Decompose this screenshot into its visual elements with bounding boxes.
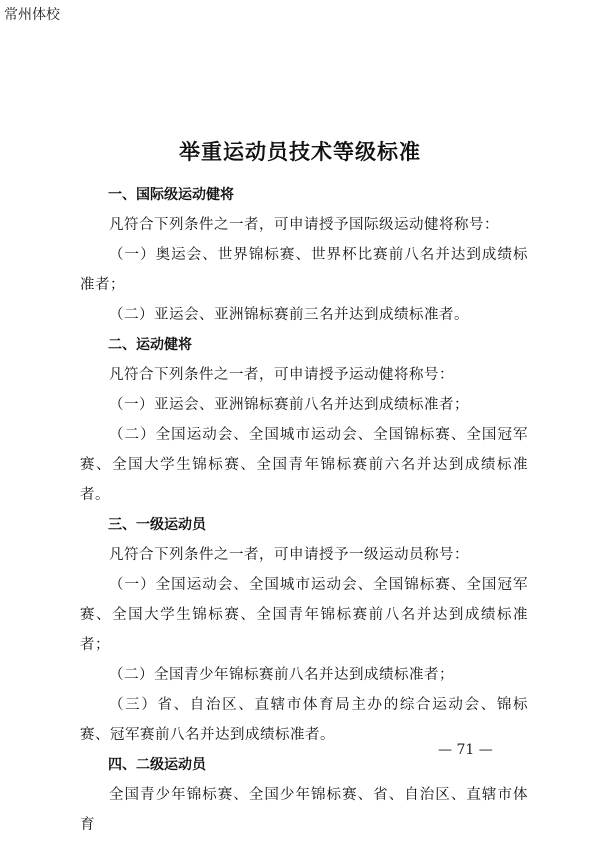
section-heading: 一、国际级运动健将 (108, 187, 234, 203)
page-number: — 71 — (438, 742, 493, 758)
paragraph: 凡符合下列条件之一者，可申请授予一级运动员称号： (109, 547, 469, 563)
paragraph: （二）全国青少年锦标赛前八名并达到成绩标准者； (109, 667, 454, 683)
section-first-grade (80, 510, 528, 750)
paragraph: （一）全国运动会、全国城市运动会、全国锦标赛、全国冠军赛、全国大学生锦标赛、全国青年锦标赛前八名并达到成绩标准者； (80, 577, 528, 653)
paragraph: 凡符合下列条件之一者，可申请授予国际级运动健将称号： (109, 217, 499, 233)
section-second-grade (80, 750, 528, 840)
document-body (80, 180, 528, 840)
section-heading: 四、二级运动员 (108, 757, 206, 773)
paragraph: （三）省、自治区、直辖市体育局主办的综合运动会、锦标赛、冠军赛前八名并达到成绩标准者。 (80, 697, 528, 743)
section-heading: 三、一级运动员 (108, 517, 206, 533)
section-international-master (80, 180, 528, 330)
section-master (80, 330, 528, 510)
document-title: 举重运动员技术等级标准 (179, 139, 421, 165)
paragraph: （一）亚运会、亚洲锦标赛前八名并达到成绩标准者； (109, 397, 469, 413)
paragraph: （二）全国运动会、全国城市运动会、全国锦标赛、全国冠军赛、全国大学生锦标赛、全国青年锦标赛前六名并达到成绩标准者。 (80, 427, 528, 503)
paragraph: （二）亚运会、亚洲锦标赛前三名并达到成绩标准者。 (109, 307, 469, 323)
section-heading: 二、运动健将 (108, 337, 192, 353)
paragraph: 全国青少年锦标赛、全国少年锦标赛、省、自治区、直辖市体育 (80, 787, 528, 833)
watermark-text: 常州体校 (4, 7, 60, 23)
paragraph: 凡符合下列条件之一者，可申请授予运动健将称号： (109, 367, 454, 383)
paragraph: （一）奥运会、世界锦标赛、世界杯比赛前八名并达到成绩标准者； (80, 247, 528, 293)
